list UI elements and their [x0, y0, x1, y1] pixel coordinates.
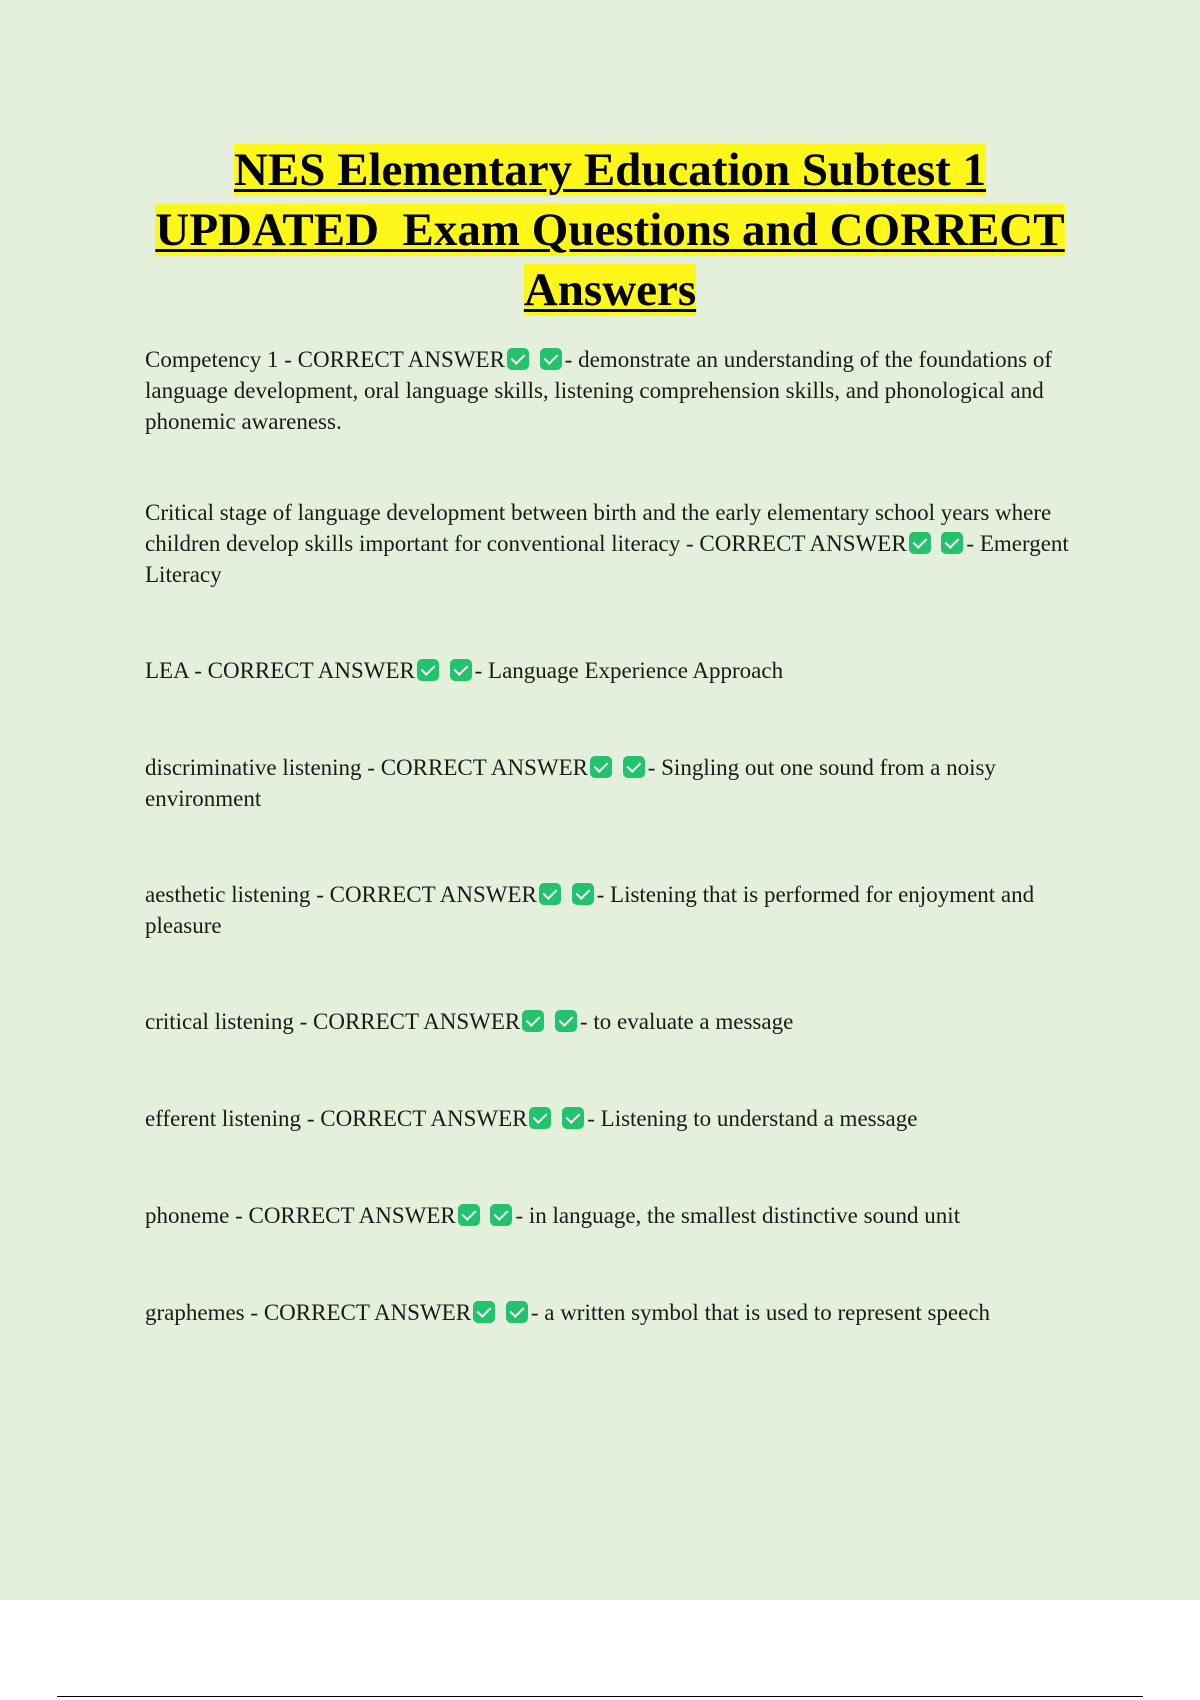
qa-term: Competency 1: [145, 347, 279, 372]
qa-item: discriminative listening - CORRECT ANSWER - Singling out one sound from a noisy environment: [145, 755, 996, 811]
check-icon: [473, 1301, 495, 1323]
check-icon: [507, 348, 529, 370]
check-icon: [417, 659, 439, 681]
qa-item: critical listening - CORRECT ANSWER - to evaluate a message: [145, 1009, 794, 1034]
qa-answer: demonstrate an understanding of the foundations of language development, oral language skills, listening comprehension skills, and phonological and phonemic awareness.: [145, 347, 1053, 434]
check-icon: [909, 532, 931, 554]
answer-marker: CORRECT ANSWER: [207, 658, 415, 683]
qa-item: graphemes - CORRECT ANSWER - a written symbol that is used to represent speech: [145, 1300, 991, 1325]
answer-marker: CORRECT ANSWER: [380, 755, 588, 780]
check-icon: [529, 1107, 551, 1129]
qa-item: efferent listening - CORRECT ANSWER - Listening to understand a message: [145, 1106, 918, 1131]
qa-answer: Listening that is performed for enjoyment and pleasure: [145, 882, 1035, 938]
check-icon: [590, 756, 612, 778]
check-icon: [490, 1204, 512, 1226]
qa-list: [145, 344, 1095, 1328]
qa-term: discriminative listening: [145, 755, 362, 780]
check-icon: [506, 1301, 528, 1323]
check-icon: [458, 1204, 480, 1226]
title-line-2: UPDATED Exam Questions and CORRECT: [155, 204, 1065, 256]
check-icon: [623, 756, 645, 778]
qa-answer: Language Experience Approach: [488, 658, 784, 683]
answer-marker: CORRECT ANSWER: [248, 1203, 456, 1228]
check-icon: [555, 1010, 577, 1032]
qa-answer: Emergent Literacy: [145, 531, 1069, 587]
qa-term: efferent listening: [145, 1106, 302, 1131]
title-line-3: Answers: [523, 264, 697, 316]
footer-divider: [57, 1696, 1143, 1697]
check-icon: [540, 348, 562, 370]
answer-marker: CORRECT ANSWER: [320, 1106, 528, 1131]
qa-item: LEA - CORRECT ANSWER - Language Experience Approach: [145, 658, 784, 683]
qa-answer: a written symbol that is used to represent speech: [544, 1300, 991, 1325]
check-icon: [562, 1107, 584, 1129]
qa-term: graphemes: [145, 1300, 245, 1325]
check-icon: [941, 532, 963, 554]
document-title: [130, 140, 1090, 320]
qa-answer: Singling out one sound from a noisy environment: [145, 755, 996, 811]
title-line-1: NES Elementary Education Subtest 1: [233, 144, 987, 196]
qa-item: Critical stage of language development between birth and the early elementary school years where children develop skills important for conventional literacy - CORRECT ANSWER - Emergent Literacy: [145, 500, 1069, 587]
qa-term: critical listening: [145, 1009, 294, 1034]
answer-marker: CORRECT ANSWER: [263, 1300, 472, 1325]
check-icon: [539, 883, 561, 905]
qa-term: aesthetic listening: [145, 882, 311, 907]
answer-marker: CORRECT ANSWER: [297, 347, 505, 372]
qa-item: Competency 1 - CORRECT ANSWER - demonstrate an understanding of the foundations of language development, oral language skills, listening comprehension skills, and phonological and phonemic awareness.: [145, 347, 1053, 434]
qa-term: LEA: [145, 658, 189, 683]
answer-marker: CORRECT ANSWER: [313, 1009, 521, 1034]
qa-term: Critical stage of language development between birth and the early elementary school years where children develop skills important for conventional literacy: [145, 500, 1052, 556]
answer-marker: CORRECT ANSWER: [329, 882, 537, 907]
qa-item: phoneme - CORRECT ANSWER - in language, the smallest distinctive sound unit: [145, 1203, 961, 1228]
qa-answer: Listening to understand a message: [600, 1106, 918, 1131]
check-icon: [450, 659, 472, 681]
check-icon: [572, 883, 594, 905]
qa-answer: to evaluate a message: [593, 1009, 794, 1034]
qa-answer: in language, the smallest distinctive sound unit: [528, 1203, 961, 1228]
qa-item: aesthetic listening - CORRECT ANSWER - Listening that is performed for enjoyment and pleasure: [145, 882, 1035, 938]
check-icon: [522, 1010, 544, 1032]
qa-term: phoneme: [145, 1203, 230, 1228]
answer-marker: CORRECT ANSWER: [699, 531, 907, 556]
